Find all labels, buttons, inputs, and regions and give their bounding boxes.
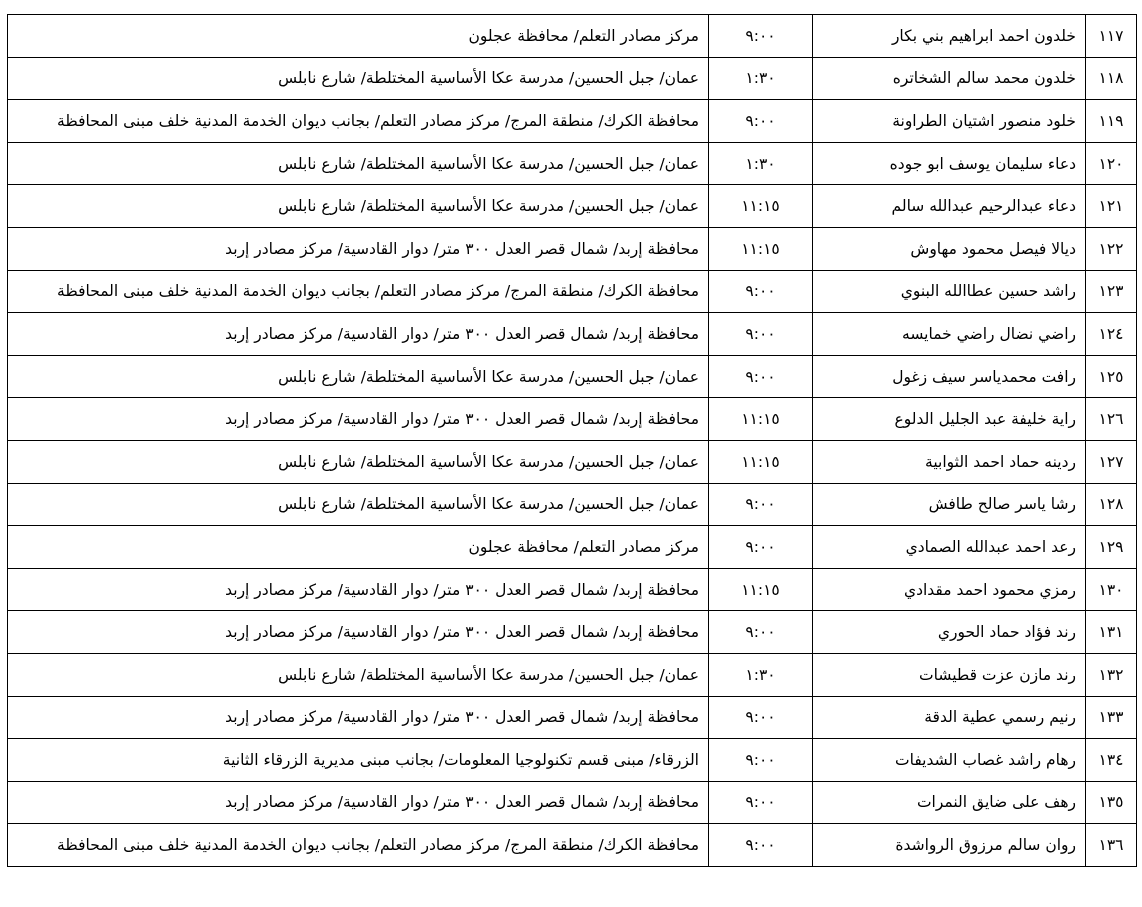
applicant-name-cell bbox=[813, 653, 1086, 696]
applicant-name-cell bbox=[813, 227, 1086, 270]
row-number: ١٣٦ bbox=[1098, 836, 1124, 855]
exam-location-cell bbox=[8, 611, 709, 654]
applicant-name: رمزي محمود احمد مقدادي bbox=[903, 580, 1076, 599]
exam-location-cell bbox=[8, 398, 709, 441]
exam-location: محافظة إربد/ شمال قصر العدل ٣٠٠ متر/ دوار القادسية/ مركز مصادر إربد bbox=[225, 324, 699, 343]
exam-time: ٩:٠٠ bbox=[745, 111, 776, 130]
exam-time-cell bbox=[709, 739, 813, 782]
exam-time: ٩:٠٠ bbox=[745, 282, 776, 301]
exam-time-cell bbox=[709, 824, 813, 867]
applicant-name-cell bbox=[813, 739, 1086, 782]
applicant-name: رشا ياسر صالح طافش bbox=[928, 495, 1076, 514]
row-number: ١١٩ bbox=[1098, 111, 1124, 130]
row-number: ١٢٤ bbox=[1098, 324, 1124, 343]
applicant-name: خلود منصور اشتيان الطراونة bbox=[892, 111, 1076, 130]
row-number-cell bbox=[1086, 440, 1137, 483]
exam-time-cell bbox=[709, 653, 813, 696]
exam-time-cell bbox=[709, 568, 813, 611]
exam-location-cell bbox=[8, 185, 709, 228]
table-row bbox=[8, 398, 1137, 441]
applicant-name-cell bbox=[813, 398, 1086, 441]
exam-location-cell bbox=[8, 526, 709, 569]
exam-time: ٩:٠٠ bbox=[745, 623, 776, 642]
applicant-name-cell bbox=[813, 15, 1086, 58]
exam-location: مركز مصادر التعلم/ محافظة عجلون bbox=[468, 537, 699, 556]
exam-location-cell bbox=[8, 568, 709, 611]
applicant-name: ردينه حماد احمد الثوابية bbox=[925, 452, 1076, 471]
row-number-cell bbox=[1086, 781, 1137, 824]
exam-location: محافظة إربد/ شمال قصر العدل ٣٠٠ متر/ دوار القادسية/ مركز مصادر إربد bbox=[225, 410, 699, 429]
row-number-cell bbox=[1086, 739, 1137, 782]
roster-body bbox=[8, 15, 1137, 867]
row-number-cell bbox=[1086, 526, 1137, 569]
exam-time-cell bbox=[709, 781, 813, 824]
exam-time-cell bbox=[709, 398, 813, 441]
exam-time: ٩:٠٠ bbox=[745, 793, 776, 812]
table-row bbox=[8, 653, 1137, 696]
row-number-cell bbox=[1086, 15, 1137, 58]
exam-location-cell bbox=[8, 15, 709, 58]
exam-time-cell bbox=[709, 611, 813, 654]
applicant-name: راية خليفة عبد الجليل الدلوع bbox=[894, 410, 1076, 429]
exam-location-cell bbox=[8, 696, 709, 739]
exam-time-cell bbox=[709, 313, 813, 356]
exam-location: محافظة الكرك/ منطقة المرج/ مركز مصادر التعلم/ بجانب ديوان الخدمة المدنية خلف مبنى المحافظة bbox=[57, 282, 699, 301]
exam-time: ٩:٠٠ bbox=[745, 750, 776, 769]
row-number: ١٢٣ bbox=[1098, 282, 1124, 301]
row-number: ١٣٣ bbox=[1098, 708, 1124, 727]
exam-location: عمان/ جبل الحسين/ مدرسة عكا الأساسية المختلطة/ شارع نابلس bbox=[278, 154, 699, 173]
table-row bbox=[8, 696, 1137, 739]
exam-time: ١:٣٠ bbox=[745, 69, 776, 88]
exam-location: عمان/ جبل الحسين/ مدرسة عكا الأساسية المختلطة/ شارع نابلس bbox=[278, 69, 699, 88]
applicant-name: رند مازن عزت قطيشات bbox=[919, 665, 1076, 684]
applicant-name: خلدون احمد ابراهيم بني بكار bbox=[891, 26, 1076, 45]
exam-location-cell bbox=[8, 781, 709, 824]
exam-time: ٩:٠٠ bbox=[745, 26, 776, 45]
exam-time-cell bbox=[709, 57, 813, 100]
exam-location-cell bbox=[8, 824, 709, 867]
row-number-cell bbox=[1086, 355, 1137, 398]
exam-time-cell bbox=[709, 142, 813, 185]
exam-time: ١١:١٥ bbox=[741, 197, 780, 216]
exam-location: محافظة إربد/ شمال قصر العدل ٣٠٠ متر/ دوار القادسية/ مركز مصادر إربد bbox=[225, 793, 699, 812]
applicant-name: دعاء عبدالرحيم عبدالله سالم bbox=[891, 197, 1076, 216]
table-row bbox=[8, 227, 1137, 270]
applicant-name: دعاء سليمان يوسف ابو جوده bbox=[889, 154, 1076, 173]
applicant-name-cell bbox=[813, 185, 1086, 228]
exam-location: محافظة الكرك/ منطقة المرج/ مركز مصادر التعلم/ بجانب ديوان الخدمة المدنية خلف مبنى المحافظة bbox=[57, 111, 699, 130]
row-number-cell bbox=[1086, 100, 1137, 143]
row-number-cell bbox=[1086, 313, 1137, 356]
table-row bbox=[8, 611, 1137, 654]
applicant-name-cell bbox=[813, 526, 1086, 569]
applicant-name-cell bbox=[813, 313, 1086, 356]
row-number-cell bbox=[1086, 185, 1137, 228]
applicant-name: رهف على ضايق النمرات bbox=[916, 793, 1076, 812]
applicant-name: روان سالم مرزوق الرواشدة bbox=[895, 836, 1076, 855]
applicant-name: خلدون محمد سالم الشخاتره bbox=[892, 69, 1076, 88]
row-number-cell bbox=[1086, 611, 1137, 654]
row-number: ١٣٢ bbox=[1098, 665, 1124, 684]
table-row bbox=[8, 568, 1137, 611]
exam-location: محافظة إربد/ شمال قصر العدل ٣٠٠ متر/ دوار القادسية/ مركز مصادر إربد bbox=[225, 580, 699, 599]
exam-time: ٩:٠٠ bbox=[745, 537, 776, 556]
row-number: ١٢٦ bbox=[1098, 410, 1124, 429]
exam-time: ٩:٠٠ bbox=[745, 495, 776, 514]
exam-location-cell bbox=[8, 270, 709, 313]
row-number-cell bbox=[1086, 653, 1137, 696]
applicant-name-cell bbox=[813, 696, 1086, 739]
row-number: ١٢٨ bbox=[1098, 495, 1124, 514]
exam-location-cell bbox=[8, 57, 709, 100]
roster-table bbox=[7, 14, 1137, 867]
row-number: ١٣٥ bbox=[1098, 793, 1124, 812]
table-row bbox=[8, 781, 1137, 824]
applicant-name-cell bbox=[813, 781, 1086, 824]
table-row bbox=[8, 57, 1137, 100]
exam-time-cell bbox=[709, 355, 813, 398]
row-number: ١٢٧ bbox=[1098, 452, 1124, 471]
row-number: ١٢٠ bbox=[1098, 154, 1124, 173]
row-number-cell bbox=[1086, 568, 1137, 611]
table-row bbox=[8, 313, 1137, 356]
row-number-cell bbox=[1086, 142, 1137, 185]
exam-location-cell bbox=[8, 440, 709, 483]
exam-location-cell bbox=[8, 739, 709, 782]
exam-time-cell bbox=[709, 483, 813, 526]
applicant-name: راشد حسين عطاالله البنوي bbox=[900, 282, 1076, 301]
exam-location: محافظة الكرك/ منطقة المرج/ مركز مصادر التعلم/ بجانب ديوان الخدمة المدنية خلف مبنى المحافظة bbox=[57, 836, 699, 855]
table-row bbox=[8, 526, 1137, 569]
exam-time: ٩:٠٠ bbox=[745, 836, 776, 855]
applicant-name: رنيم رسمي عطية الدقة bbox=[924, 708, 1076, 727]
row-number-cell bbox=[1086, 483, 1137, 526]
exam-time: ١١:١٥ bbox=[741, 452, 780, 471]
applicant-name-cell bbox=[813, 100, 1086, 143]
exam-time: ٩:٠٠ bbox=[745, 367, 776, 386]
table-row bbox=[8, 355, 1137, 398]
exam-location-cell bbox=[8, 142, 709, 185]
exam-time-cell bbox=[709, 696, 813, 739]
row-number: ١٢٩ bbox=[1098, 537, 1124, 556]
exam-location: الزرقاء/ مبنى قسم تكنولوجيا المعلومات/ بجانب مبنى مديرية الزرقاء الثانية bbox=[222, 750, 699, 769]
applicant-name: رافت محمدياسر سيف زغول bbox=[892, 367, 1076, 386]
exam-location-cell bbox=[8, 483, 709, 526]
exam-time: ١:٣٠ bbox=[745, 665, 776, 684]
exam-location: مركز مصادر التعلم/ محافظة عجلون bbox=[468, 26, 699, 45]
exam-location: عمان/ جبل الحسين/ مدرسة عكا الأساسية المختلطة/ شارع نابلس bbox=[278, 665, 699, 684]
applicant-name-cell bbox=[813, 355, 1086, 398]
exam-time: ٩:٠٠ bbox=[745, 324, 776, 343]
exam-location: محافظة إربد/ شمال قصر العدل ٣٠٠ متر/ دوار القادسية/ مركز مصادر إربد bbox=[225, 708, 699, 727]
exam-location-cell bbox=[8, 653, 709, 696]
table-row bbox=[8, 185, 1137, 228]
applicant-name-cell bbox=[813, 57, 1086, 100]
row-number: ١٣٠ bbox=[1098, 580, 1124, 599]
exam-time: ٩:٠٠ bbox=[745, 708, 776, 727]
row-number-cell bbox=[1086, 398, 1137, 441]
exam-location-cell bbox=[8, 313, 709, 356]
applicant-name: رند فؤاد حماد الحوري bbox=[937, 623, 1076, 642]
row-number-cell bbox=[1086, 270, 1137, 313]
row-number: ١٢١ bbox=[1098, 197, 1124, 216]
applicant-name-cell bbox=[813, 440, 1086, 483]
row-number-cell bbox=[1086, 824, 1137, 867]
exam-time: ١١:١٥ bbox=[741, 410, 780, 429]
exam-location-cell bbox=[8, 227, 709, 270]
row-number: ١١٨ bbox=[1098, 69, 1124, 88]
table-row bbox=[8, 739, 1137, 782]
exam-location: محافظة إربد/ شمال قصر العدل ٣٠٠ متر/ دوار القادسية/ مركز مصادر إربد bbox=[225, 239, 699, 258]
exam-time-cell bbox=[709, 185, 813, 228]
exam-time: ١١:١٥ bbox=[741, 239, 780, 258]
applicant-name-cell bbox=[813, 568, 1086, 611]
applicant-name: رهام راشد غصاب الشديفات bbox=[895, 750, 1076, 769]
applicant-name-cell bbox=[813, 611, 1086, 654]
row-number: ١١٧ bbox=[1098, 26, 1124, 45]
row-number-cell bbox=[1086, 227, 1137, 270]
exam-time-cell bbox=[709, 526, 813, 569]
table-row bbox=[8, 142, 1137, 185]
exam-location: محافظة إربد/ شمال قصر العدل ٣٠٠ متر/ دوار القادسية/ مركز مصادر إربد bbox=[225, 623, 699, 642]
table-row bbox=[8, 824, 1137, 867]
exam-time-cell bbox=[709, 100, 813, 143]
table-row bbox=[8, 100, 1137, 143]
table-row bbox=[8, 483, 1137, 526]
applicant-name-cell bbox=[813, 483, 1086, 526]
applicant-name: راضي نضال راضي خمايسه bbox=[902, 324, 1076, 343]
exam-time-cell bbox=[709, 15, 813, 58]
exam-location: عمان/ جبل الحسين/ مدرسة عكا الأساسية المختلطة/ شارع نابلس bbox=[278, 197, 699, 216]
exam-location-cell bbox=[8, 100, 709, 143]
row-number-cell bbox=[1086, 696, 1137, 739]
exam-time: ١:٣٠ bbox=[745, 154, 776, 173]
exam-location-cell bbox=[8, 355, 709, 398]
applicant-name-cell bbox=[813, 824, 1086, 867]
row-number: ١٢٥ bbox=[1098, 367, 1124, 386]
applicant-name: ديالا فيصل محمود مهاوش bbox=[910, 239, 1076, 258]
applicant-name-cell bbox=[813, 270, 1086, 313]
exam-time-cell bbox=[709, 270, 813, 313]
exam-location: عمان/ جبل الحسين/ مدرسة عكا الأساسية المختلطة/ شارع نابلس bbox=[278, 452, 699, 471]
exam-time-cell bbox=[709, 227, 813, 270]
table-row bbox=[8, 270, 1137, 313]
table-row bbox=[8, 15, 1137, 58]
table-row bbox=[8, 440, 1137, 483]
row-number: ١٣١ bbox=[1098, 623, 1124, 642]
row-number-cell bbox=[1086, 57, 1137, 100]
applicant-name: رعد احمد عبدالله الصمادي bbox=[905, 537, 1076, 556]
row-number: ١٢٢ bbox=[1098, 239, 1124, 258]
exam-location: عمان/ جبل الحسين/ مدرسة عكا الأساسية المختلطة/ شارع نابلس bbox=[278, 495, 699, 514]
exam-location: عمان/ جبل الحسين/ مدرسة عكا الأساسية المختلطة/ شارع نابلس bbox=[278, 367, 699, 386]
exam-time-cell bbox=[709, 440, 813, 483]
applicant-name-cell bbox=[813, 142, 1086, 185]
exam-time: ١١:١٥ bbox=[741, 580, 780, 599]
row-number: ١٣٤ bbox=[1098, 750, 1124, 769]
